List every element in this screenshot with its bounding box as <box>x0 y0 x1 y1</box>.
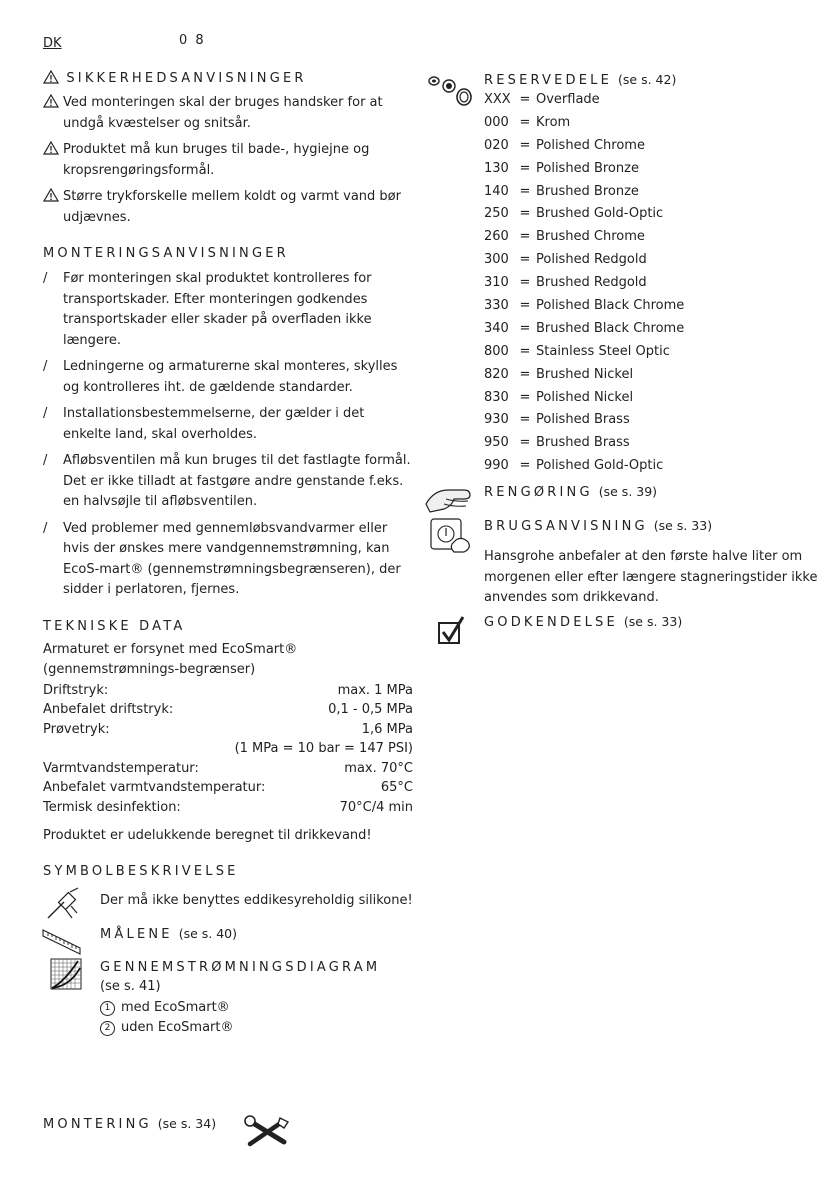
drinking-water-note: Produktet er udelukkende beregnet til drikkevand! <box>43 827 372 843</box>
language-code: DK <box>43 36 62 51</box>
spare-parts-list <box>484 89 824 478</box>
list-item: / Installationsbestemmelserne, der gælder i det enkelte land, skal overholdes. <box>43 406 365 442</box>
part-name: Polished Redgold <box>536 252 647 268</box>
list-item: / Ved problemer med gennemløbsvandvarmer eller hvis der ønskes mere vandgennemstrømning, kan EcoS-mart® (gennemstrømningsbegrænseren), der sidder i perlatoren, fjernes. <box>43 520 401 597</box>
part-code: 820 <box>484 366 509 382</box>
spec-label: Prøvetryk: <box>43 721 110 737</box>
technical-intro: Armaturet er forsynet med EcoSmart® (gennemstrømnings-begrænser) <box>43 641 298 677</box>
installation-heading: MONTERINGSANVISNINGER <box>43 246 289 261</box>
spec-value: 1,6 MPa <box>361 721 413 737</box>
usage-heading: BRUGSANVISNING (se s. 33) <box>484 518 713 534</box>
equals-sign: = <box>519 206 531 222</box>
dimensions-heading: MÅLENE (se s. 40) <box>100 926 238 942</box>
equals-sign: = <box>519 412 531 428</box>
part-name: Polished Gold-Optic <box>536 458 664 474</box>
spare-part-row <box>484 226 824 249</box>
flow-ref: (se s. 41) <box>100 979 161 994</box>
spare-parts-heading: RESERVEDELE (se s. 42) <box>484 72 677 88</box>
equals-sign: = <box>519 183 531 199</box>
equals-sign: = <box>519 92 531 107</box>
symbols-heading: SYMBOLBESKRIVELSE <box>43 864 239 880</box>
part-name: Brushed Gold-Optic <box>536 206 664 222</box>
usage-hand-icon <box>428 516 472 554</box>
part-name: Overflade <box>536 92 600 107</box>
part-code: 990 <box>484 458 509 474</box>
spare-part-row <box>484 387 824 410</box>
part-code: 140 <box>484 183 509 199</box>
warning-icon <box>43 141 59 155</box>
equals-sign: = <box>519 229 531 245</box>
equals-sign: = <box>519 366 531 382</box>
spare-part-row <box>484 364 824 387</box>
spare-part-row <box>484 135 824 158</box>
part-name: Stainless Steel Optic <box>536 343 670 359</box>
part-code: 830 <box>484 389 509 405</box>
part-name: Krom <box>536 114 571 130</box>
part-name: Brushed Nickel <box>536 366 634 382</box>
part-code: 340 <box>484 320 509 336</box>
part-code: 310 <box>484 275 509 291</box>
list-item: Større trykforskelle mellem koldt og varmt vand bør udjævnes. <box>43 187 413 228</box>
spare-part-row <box>484 89 824 112</box>
part-name: Brushed Brass <box>536 435 630 451</box>
safety-heading: SIKKERHEDSANVISNINGER <box>43 70 413 86</box>
spare-part-row <box>484 318 824 341</box>
part-code: 330 <box>484 298 509 314</box>
spare-part-row <box>484 249 824 272</box>
spare-part-row <box>484 455 824 478</box>
page-number: 0 8 <box>179 33 206 48</box>
part-name: Polished Chrome <box>536 137 645 153</box>
part-code: 950 <box>484 435 509 451</box>
approval-heading: GODKENDELSE (se s. 33) <box>484 614 683 630</box>
spec-row <box>43 739 413 759</box>
part-name: Brushed Bronze <box>536 183 639 199</box>
part-code: 930 <box>484 412 509 428</box>
warning-icon <box>43 70 59 84</box>
checkbox-checked-icon <box>437 615 465 645</box>
spec-label: Varmtvandstemperatur: <box>43 760 199 776</box>
spare-part-row <box>484 341 824 364</box>
equals-sign: = <box>519 275 531 291</box>
flow-diagram-icon <box>50 958 82 990</box>
warning-icon <box>43 188 59 202</box>
mounting-heading: MONTERING (se s. 34) <box>43 1116 217 1132</box>
equals-sign: = <box>519 160 531 176</box>
part-code: 300 <box>484 252 509 268</box>
list-item: / Afløbsventilen må kun bruges til det fastlagte formål. Det er ikke tilladt at fastgøre andre genstande f.eks. en halvsøjle til afløbsventilen. <box>43 453 411 509</box>
spec-label: Driftstryk: <box>43 682 109 698</box>
equals-sign: = <box>519 298 531 314</box>
warning-icon <box>43 94 59 108</box>
list-item: / Ledningerne og armaturerne skal monteres, skylles og kontrolleres iht. de gældende standarder. <box>43 359 398 395</box>
spec-label: Anbefalet varmtvandstemperatur: <box>43 780 266 796</box>
equals-sign: = <box>519 389 531 405</box>
part-name: Polished Black Chrome <box>536 298 685 314</box>
spec-value: (1 MPa = 10 bar = 147 PSI) <box>234 741 413 757</box>
part-code: 000 <box>484 114 509 130</box>
spec-row <box>43 681 413 701</box>
spec-row <box>43 778 413 798</box>
equals-sign: = <box>519 435 531 451</box>
part-code: 260 <box>484 229 509 245</box>
list-item: 1 med EcoSmart® <box>100 998 380 1019</box>
spec-row <box>43 720 413 740</box>
spec-row <box>43 798 413 818</box>
equals-sign: = <box>519 252 531 268</box>
spare-part-row <box>484 181 824 204</box>
equals-sign: = <box>519 137 531 153</box>
spare-part-row <box>484 272 824 295</box>
part-name: Polished Bronze <box>536 160 639 176</box>
part-name: Brushed Black Chrome <box>536 320 685 336</box>
spare-part-row <box>484 112 824 135</box>
spare-parts-icon <box>427 72 475 108</box>
usage-text: Hansgrohe anbefaler at den første halve liter om morgenen eller efter længere stagneringstider ikke anvendes som drikkevand. <box>484 549 818 605</box>
cleaning-hand-icon <box>424 482 474 516</box>
part-code: 020 <box>484 137 509 153</box>
part-code: 130 <box>484 160 509 176</box>
list-item: Produktet må kun bruges til bade-, hygiejne og kropsrengøringsformål. <box>43 140 413 181</box>
spec-value: 0,1 - 0,5 MPa <box>328 702 413 718</box>
spare-part-row <box>484 409 824 432</box>
part-name: Polished Nickel <box>536 389 634 405</box>
ruler-icon <box>42 926 82 956</box>
silicone-gun-icon <box>44 886 84 922</box>
list-item: Ved monteringen skal der bruges handsker for at undgå kvæstelser og snitsår. <box>43 93 413 134</box>
equals-sign: = <box>519 320 531 336</box>
spec-value: max. 1 MPa <box>337 682 413 698</box>
list-item: / Før monteringen skal produktet kontrolleres for transportskader. Efter monteringen godkendes transportskader eller skader på overfladen ikke længere. <box>43 271 372 348</box>
spare-part-row <box>484 158 824 181</box>
equals-sign: = <box>519 343 531 359</box>
part-name: Polished Brass <box>536 412 630 428</box>
spec-value: 65°C <box>380 780 413 796</box>
technical-heading: TEKNISKE DATA <box>43 618 186 634</box>
safety-list <box>43 93 413 228</box>
part-code: XXX <box>484 92 511 107</box>
spec-value: 70°C/4 min <box>339 800 413 816</box>
spare-part-row <box>484 203 824 226</box>
part-name: Brushed Redgold <box>536 275 647 291</box>
spare-part-row <box>484 295 824 318</box>
cleaning-heading: RENGØRING (se s. 39) <box>484 484 658 500</box>
wrench-icon <box>244 1114 290 1150</box>
part-code: 250 <box>484 206 509 222</box>
silicone-warning-text: Der må ikke benyttes eddikesyreholdig silikone! <box>100 893 413 908</box>
installation-list <box>43 269 413 601</box>
list-item: 2 uden EcoSmart® <box>100 1018 380 1039</box>
part-code: 800 <box>484 343 509 359</box>
flow-heading: GENNEMSTRØMNINGSDIAGRAM <box>100 960 381 975</box>
spec-label: Anbefalet driftstryk: <box>43 702 174 718</box>
part-name: Brushed Chrome <box>536 229 645 245</box>
spec-row <box>43 759 413 779</box>
technical-specs-table <box>43 681 413 818</box>
flow-section <box>100 960 380 1039</box>
equals-sign: = <box>519 114 531 130</box>
spare-part-row <box>484 432 824 455</box>
spec-label: Termisk desinfektion: <box>43 800 181 816</box>
spec-value: max. 70°C <box>344 760 413 776</box>
equals-sign: = <box>519 458 531 474</box>
left-column <box>43 70 413 879</box>
spec-row <box>43 700 413 720</box>
